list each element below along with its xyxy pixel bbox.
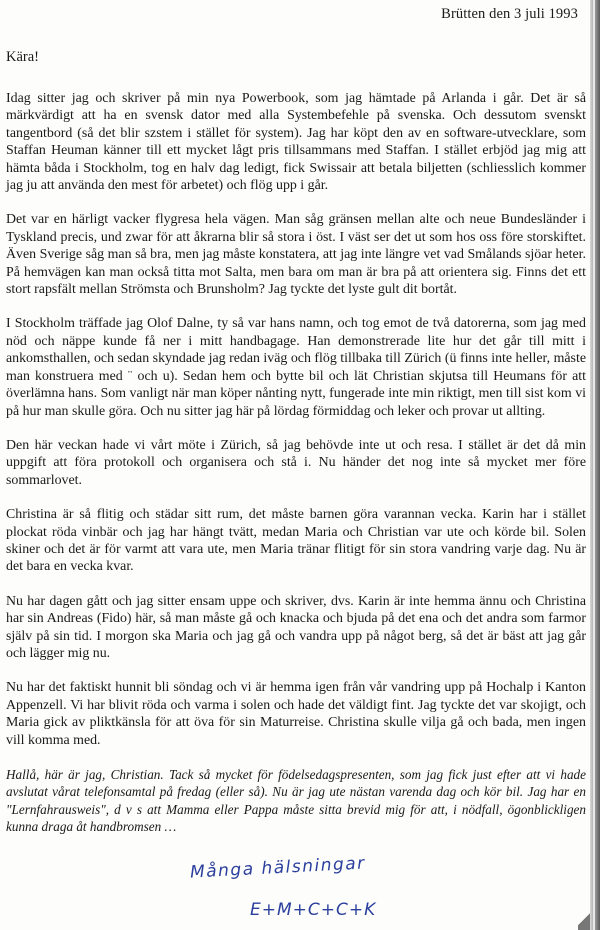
page-corner-fold [578,908,590,930]
paragraph-7: Nu har det faktiskt hunnit bli söndag och vi är hemma igen från vår vandring upp på Hochalp i Kanton Appenzell. Vi har blivit röda och varma i solen och hade det väldigt fint. Jag tyckte det var skojigt, och Maria gick av pliktkänsla för att öva för sin Maturreise. Christina skulle vilja gå och bada, men ingen vill komma med. [6,680,586,748]
page-edge-shadow [590,0,600,930]
paragraph-4: Den här veckan hade vi vårt möte i Zürich, så jag behövde inte ut och resa. I stället är det då min uppgift att föra protokoll och organisera och stå i. Nu händer det nog inte så mycket mer före sommarlovet. [6,437,586,488]
handwritten-initials: E+M+C+C+K [250,900,377,920]
letter-body [6,90,586,853]
postscript: Hallå, här är jag, Christian. Tack så mycket för födelsedagspresenten, som jag fick just efter att vi hade avslutat vårat telefonsamtal på fredag (eller så). Nu är jag ute nästan varenda dag och kör bil. Jag har en "Lernfahrausweis", d v s att Mamma eller Pappa måste sitta brevid mig för att, i nödfall, ögonblickligen kunna draga åt handbromsen … [6,767,586,835]
salutation: Kära! [6,49,40,65]
paragraph-3: I Stockholm träffade jag Olof Dalne, ty så var hans namn, och tog emot de två datorerna, som jag med nöd och näppe kunde få ner i mitt handbagage. Han demonstrerade lite hur det går till mitt i ankomsthallen, och sedan skyndade jag redan iväg och flög tillbaka till Zürich (ü finns inte heller, måste man konstruera med ¨ och u). Sedan hem och bytte bil och lät Christian skjutsa till Heumans för att överlämna hans. Som vanligt när man köper nånting nytt, fungerade inte min riktigt, men till sist kom vi på hur man skulle göra. Och nu sitter jag här på lördag förmiddag och leker och provar ut allting. [6,316,586,419]
paragraph-1: Idag sitter jag och skriver på min nya Powerbook, som jag hämtade på Arlanda i går. Det är så märkvärdigt att ha en svensk dator med alla Systembefehle på svenska. Och dessutom svenskt tangentbord (så det blir szstem i stället för system). Jag har köpt den av en software-utvecklare, som Staffan Heuman känner till ett mycket lågt pris tillsammans med Staffan. I stället erbjöd jag mig att hämta båda i Stockholm, tog en halv dag ledigt, fick Swissair att betala biljetten (schliesslich kommer jag ju att använda den mest för arbetet) och flög upp i går. [6,91,586,194]
paragraph-6: Nu har dagen gått och jag sitter ensam uppe och skriver, dvs. Karin är inte hemma ännu och Christina har sin Andreas (Fido) här, så man måste gå och knacka och bjuda på det ena och det andra som farmor själv på sin tid. I morgon ska Maria och jag gå och vandra upp på något berg, så det är bäst att jag går och lägger mig nu. [6,593,586,661]
handwritten-signature: Många hälsningar [189,853,367,883]
paragraph-5: Christina är så flitig och städar sitt rum, det måste barnen göra varannan vecka. Karin har i stället plockat röda vinbär och jag har hängt tvätt, medan Maria och Christian var ute och körde bil. Solen skiner och det är för varmt att vara ute, men Maria tränar flitigt för sin stora vandring varje dag. Nu är det bara en vecka kvar. [6,507,586,575]
paragraph-2: Det var en härligt vacker flygresa hela vägen. Man såg gränsen mellan alte och neue Bundesländer i Tyskland precis, und zwar för att åkrarna blir så stora i öst. I väst ser det ut som hos oss före storskiftet. Även Sverige såg man så bra, men jag måste konstatera, att jag inte längre vet vad Smålands sjöar heter. På hemvägen kan man också titta mot Salta, men bara om man är bra på att orientera sig. Finns det ett stort rapsfält mellan Strömsta och Brunsholm? Jag tyckte det lyste gult dit bortåt. [6,212,586,298]
dateline: Brütten den 3 juli 1993 [441,6,578,22]
